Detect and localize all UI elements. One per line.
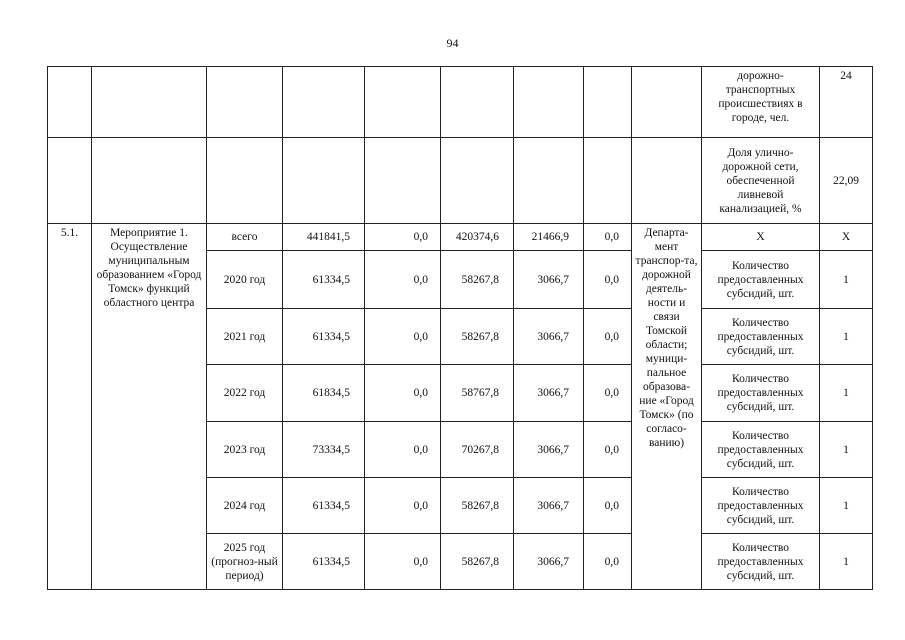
- funding-cell: 0,0: [584, 534, 632, 590]
- total-cell: 61334,5: [283, 478, 365, 534]
- total-cell: 61334,5: [283, 309, 365, 365]
- measure-number: 5.1.: [48, 224, 92, 590]
- funding-cell: 0,0: [365, 478, 441, 534]
- funding-cell: 21466,9: [514, 224, 584, 251]
- funding-cell: 58767,8: [441, 365, 514, 422]
- period-cell: 2023 год: [207, 422, 283, 478]
- funding-cell: 0,0: [584, 224, 632, 251]
- total-cell: 61334,5: [283, 251, 365, 309]
- indicator-value: 22,09: [820, 138, 873, 224]
- empty-cell: [283, 138, 365, 224]
- measure-name: Мероприятие 1. Осуществление муниципальным образованием «Город Томск» функций областного центра: [92, 224, 207, 590]
- funding-cell: 420374,6: [441, 224, 514, 251]
- total-cell: 61834,5: [283, 365, 365, 422]
- funding-cell: 3066,7: [514, 309, 584, 365]
- funding-cell: 0,0: [365, 365, 441, 422]
- indicator-cell: Количество предоставленных субсидий, шт.: [702, 309, 820, 365]
- indicator-cell: Х: [702, 224, 820, 251]
- indicator-value: 1: [820, 251, 873, 309]
- funding-cell: 0,0: [365, 224, 441, 251]
- period-cell: 2022 год: [207, 365, 283, 422]
- empty-cell: [48, 67, 92, 138]
- indicator-value: 1: [820, 422, 873, 478]
- indicator-cell: Количество предоставленных субсидий, шт.: [702, 422, 820, 478]
- table-row: [48, 224, 873, 251]
- empty-cell: [92, 67, 207, 138]
- indicator-value: 1: [820, 478, 873, 534]
- empty-cell: [365, 67, 441, 138]
- funding-cell: 0,0: [584, 422, 632, 478]
- indicator-cell: Количество предоставленных субсидий, шт.: [702, 478, 820, 534]
- period-cell: всего: [207, 224, 283, 251]
- indicator-value: 1: [820, 534, 873, 590]
- indicator-value: 24: [820, 67, 873, 138]
- funding-cell: 3066,7: [514, 251, 584, 309]
- indicator-cell: Количество предоставленных субсидий, шт.: [702, 534, 820, 590]
- funding-cell: 70267,8: [441, 422, 514, 478]
- empty-cell: [207, 138, 283, 224]
- executor-cell: Департа-мент транспор-та, дорожной деятель-ности и связи Томской области; муници-пальное образова-ние «Город Томск» (по согласо-ванию): [632, 224, 702, 590]
- total-cell: 61334,5: [283, 534, 365, 590]
- funding-cell: 0,0: [584, 251, 632, 309]
- empty-cell: [584, 138, 632, 224]
- funding-cell: 3066,7: [514, 365, 584, 422]
- funding-cell: 58267,8: [441, 478, 514, 534]
- empty-cell: [207, 67, 283, 138]
- funding-cell: 0,0: [584, 309, 632, 365]
- indicator-value: Х: [820, 224, 873, 251]
- funding-cell: 0,0: [584, 478, 632, 534]
- funding-cell: 0,0: [365, 422, 441, 478]
- empty-cell: [48, 138, 92, 224]
- table-row: [48, 138, 873, 224]
- period-cell: 2025 год (прогноз-ный период): [207, 534, 283, 590]
- total-cell: 73334,5: [283, 422, 365, 478]
- indicator-cell: Доля улично-дорожной сети, обеспеченной ливневой канализацией, %: [702, 138, 820, 224]
- funding-cell: 0,0: [365, 251, 441, 309]
- empty-cell: [92, 138, 207, 224]
- funding-cell: 58267,8: [441, 251, 514, 309]
- indicator-cell: Количество предоставленных субсидий, шт.: [702, 251, 820, 309]
- funding-cell: 0,0: [365, 309, 441, 365]
- empty-cell: [283, 67, 365, 138]
- indicator-cell: дорожно-транспортных происшествиях в городе, чел.: [702, 67, 820, 138]
- empty-cell: [584, 67, 632, 138]
- indicator-cell: Количество предоставленных субсидий, шт.: [702, 365, 820, 422]
- empty-cell: [441, 138, 514, 224]
- period-cell: 2020 год: [207, 251, 283, 309]
- empty-cell: [441, 67, 514, 138]
- empty-cell: [365, 138, 441, 224]
- funding-cell: 58267,8: [441, 534, 514, 590]
- indicator-value: 1: [820, 365, 873, 422]
- funding-cell: 0,0: [365, 534, 441, 590]
- total-cell: 441841,5: [283, 224, 365, 251]
- funding-cell: 0,0: [584, 365, 632, 422]
- funding-cell: 3066,7: [514, 534, 584, 590]
- funding-cell: 3066,7: [514, 478, 584, 534]
- period-cell: 2021 год: [207, 309, 283, 365]
- period-cell: 2024 год: [207, 478, 283, 534]
- page-number: 94: [446, 36, 459, 50]
- empty-cell: [632, 67, 702, 138]
- empty-cell: [514, 67, 584, 138]
- empty-cell: [632, 138, 702, 224]
- funding-cell: 3066,7: [514, 422, 584, 478]
- funding-cell: 58267,8: [441, 309, 514, 365]
- empty-cell: [514, 138, 584, 224]
- indicator-value: 1: [820, 309, 873, 365]
- program-table: [47, 66, 873, 590]
- table-row: [48, 67, 873, 138]
